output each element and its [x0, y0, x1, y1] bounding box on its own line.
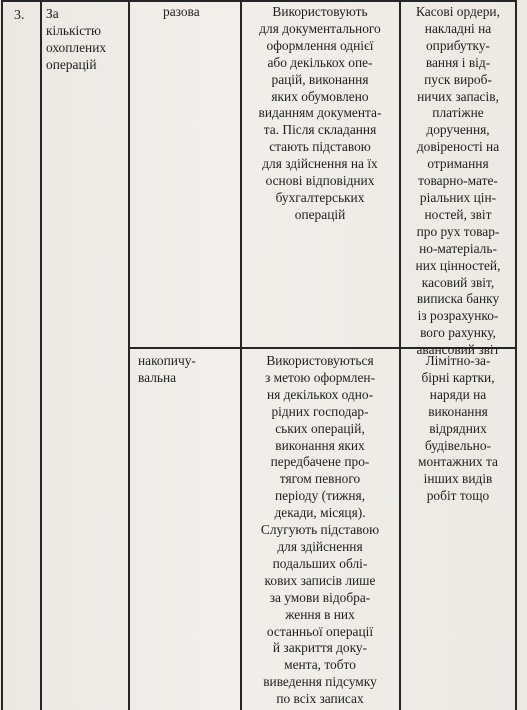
document-type-single: разова — [163, 4, 200, 19]
row-number: 3. — [14, 8, 25, 23]
classification-criterion: За кількістю охоплених операцій — [46, 6, 107, 72]
table-divider-criterion — [128, 0, 130, 710]
document-type-cumulative: накопичу- вальна — [138, 353, 196, 385]
description-single: Використовують для документального оформлення однієї або декількох опе- рацій, виконання яких обумовлено виданням документа- та. Після складання стають підставою для здійснення на їх основі відповідних бухгалтерських операцій — [258, 4, 382, 222]
examples-single: Касові ордери, накладні на оприбутку- вання і від- пуск вироб- ничих запасів, платіжне доручення, довіреності на отримання товарно-мате- ріальних цін- ностей, звіт про рух товар- но-матеріаль- них цінностей, касовий звіт, виписка банку із розрахунко- вого рахунку, авансовий звіт — [415, 4, 501, 358]
description-cumulative: Використовуються з метою оформлен- ня декількох одно- рідних господар- ських операцій, виконання яких передбачене про- тягом певного періоду (тижня, декади, місяця). Слугують підставою для здійснення подальших облі- кових записів лише за умови відобра- ження в них останньої операції й закриття доку- мента, тобто виведення підсумку по всіх записах — [260, 353, 380, 707]
table-top-border — [1, 0, 517, 2]
table-divider-description — [399, 0, 401, 710]
table-border-right — [515, 0, 517, 710]
table-divider-type — [240, 0, 242, 710]
table-divider-number — [40, 0, 42, 710]
examples-cumulative: Лімітно-за- бірні картки, наряди на виконання відрядних будівельно- монтажних та інших видів робіт тощо — [418, 353, 498, 504]
table-border-left — [1, 0, 3, 710]
